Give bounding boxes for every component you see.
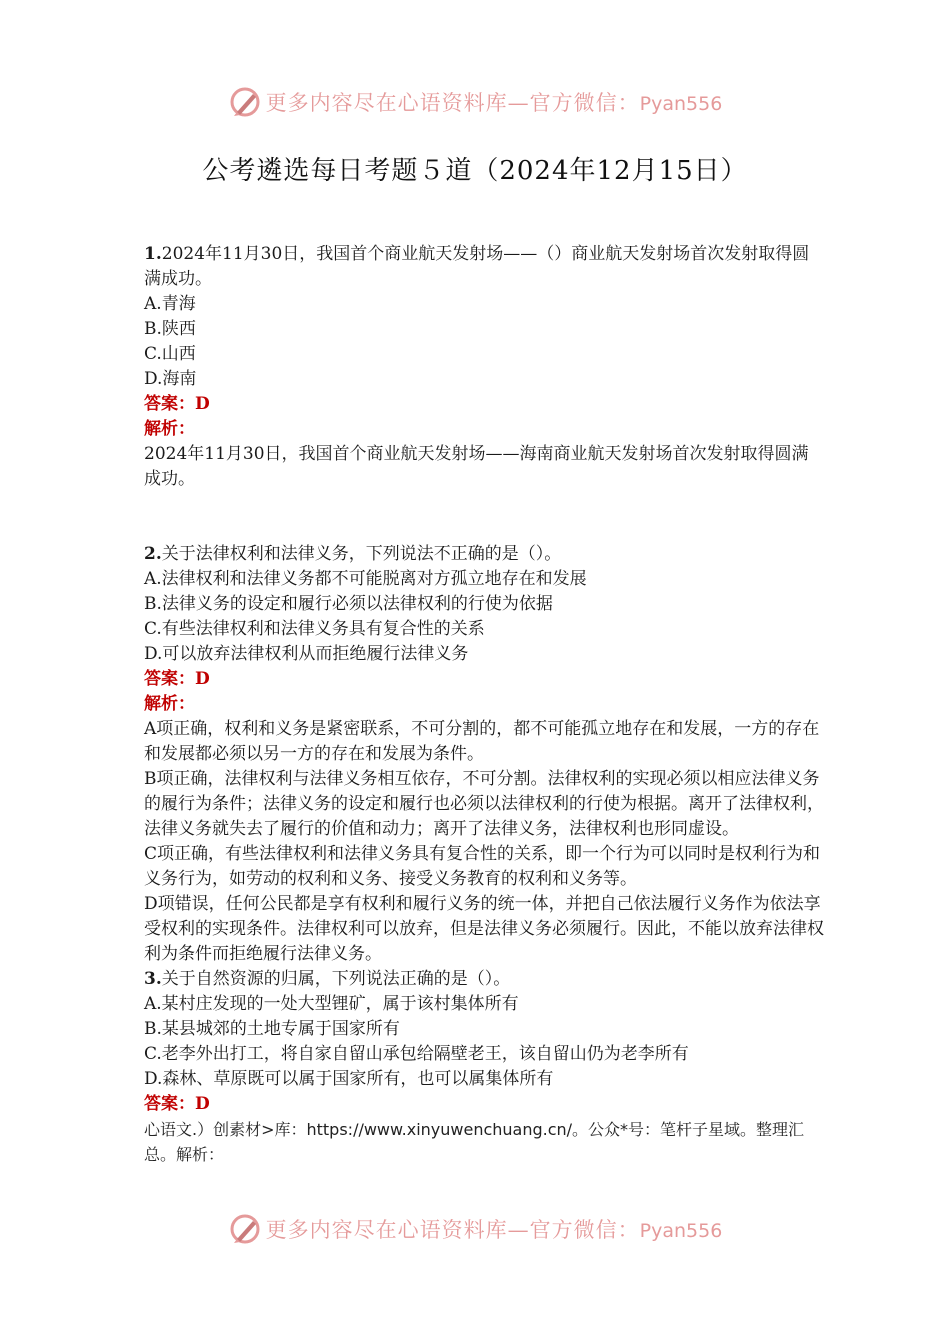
option-c: C.有些法律权利和法律义务具有复合性的关系 [144,619,485,639]
question-number: 3. [144,969,162,989]
answer-line: 答案：D [144,669,210,689]
analysis-text: D项错误，任何公民都是享有权利和履行义务的统一体，并把自己依法履行义务作为依法享受权利的实现条件。法律权利可以放弃，但是法律义务必须履行。因此，不能以放弃法律权利为条件而拒绝履行法律义务。 [144,894,824,964]
question-number: 2. [144,544,162,564]
option-a: A.青海 [144,294,196,314]
option-b: B.某县城郊的土地专属于国家所有 [144,1019,400,1039]
option-c: C.老李外出打工，将自家自留山承包给隔壁老王，该自留山仍为老李所有 [144,1044,689,1064]
option-b: B.法律义务的设定和履行必须以法律权利的行使为依据 [144,594,553,614]
footer-note: 心语文.）创素材>库：https://www.xinyuwenchuang.cn/。公众*号：笔杆子星域。整理汇总。解析： [144,1120,805,1164]
pen-logo-icon [228,85,262,119]
question-number: 1. [144,244,162,264]
banner-text: 更多内容尽在心语资料库—官方微信：Pyan556 [265,91,723,115]
banner-wechat: Pyan556 [639,1220,723,1242]
analysis-text: C项正确，有些法律权利和法律义务具有复合性的关系，即一个行为可以同时是权利行为和义务行为，如劳动的权利和义务、接受义务教育的权利和义务等。 [144,844,821,889]
analysis-label: 解析： [144,694,195,714]
question-stem: 1.2024年11月30日，我国首个商业航天发射场——（）商业航天发射场首次发射取得圆满成功。 [144,244,810,289]
question-list [144,242,824,1167]
question-2 [144,542,824,967]
analysis-text: B项正确，法律权利与法律义务相互依存，不可分割。法律权利的实现必须以相应法律义务的履行为条件；法律义务的设定和履行也必须以法律权利的行使为根据。离开了法律权利，法律义务就失去了履行的价值和动力；离开了法律义务，法律权利也形同虚设。 [144,769,824,839]
question-3 [144,967,824,1167]
option-a: A.法律权利和法律义务都不可能脱离对方孤立地存在和发展 [144,569,587,589]
option-c: C.山西 [144,344,196,364]
page-title: 公考遴选每日考题５道（2024年12月15日） [202,156,748,186]
answer-line: 答案：D [144,1094,210,1114]
question-stem: 2.关于法律权利和法律义务，下列说法不正确的是（）。 [144,544,562,564]
header-banner [0,82,950,122]
banner-text: 更多内容尽在心语资料库—官方微信：Pyan556 [265,1218,723,1242]
option-a: A.某村庄发现的一处大型锂矿，属于该村集体所有 [144,994,519,1014]
banner-wechat: Pyan556 [639,93,723,115]
analysis-text: 2024年11月30日，我国首个商业航天发射场——海南商业航天发射场首次发射取得圆满成功。 [144,444,809,489]
answer-line: 答案：D [144,394,210,414]
question-1 [144,242,824,492]
analysis-label: 解析： [144,419,195,439]
footer-banner [0,1209,950,1249]
option-d: D.可以放弃法律权利从而拒绝履行法律义务 [144,644,469,664]
option-d: D.森林、草原既可以属于国家所有，也可以属集体所有 [144,1069,554,1089]
question-stem: 3.关于自然资源的归属，下列说法正确的是（）。 [144,969,511,989]
analysis-text: A项正确，权利和义务是紧密联系，不可分割的，都不可能孤立地存在和发展，一方的存在和发展都必须以另一方的存在和发展为条件。 [144,719,820,764]
option-b: B.陕西 [144,319,196,339]
option-d: D.海南 [144,369,197,389]
pen-logo-icon [228,1212,262,1246]
